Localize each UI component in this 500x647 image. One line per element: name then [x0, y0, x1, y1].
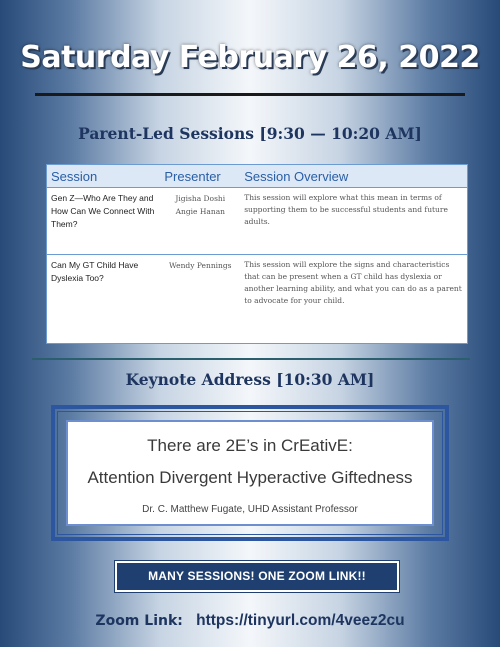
column-header-session: Session [47, 165, 160, 188]
session-overview: This session will explore the signs and characteristics that can be present when a GT child has dyslexia or another learning ability, and what you can do as a parent to advocate for your child. [244, 260, 462, 305]
zoom-link-label: Zoom Link: [95, 613, 183, 629]
zoom-link-row [0, 611, 500, 630]
sessions-table-container [46, 164, 468, 344]
sessions-table [47, 165, 467, 343]
session-title: Can My GT Child Have Dyslexia Too? [51, 260, 139, 283]
event-date-title: Saturday February 26, 2022 [20, 40, 480, 75]
presenter-cell [160, 188, 240, 255]
column-header-presenter: Presenter [160, 165, 240, 188]
table-row [47, 188, 467, 255]
section-divider [32, 358, 470, 360]
presenter-name: Wendy Pennings [169, 261, 232, 270]
table-row [47, 255, 467, 344]
keynote-speaker: Dr. C. Matthew Fugate, UHD Assistant Professor [142, 504, 358, 515]
session-overview: This session will explore what this mean in terms of supporting them to be successful students and future adults. [240, 188, 467, 255]
zoom-link-url[interactable]: https://tinyurl.com/4veez2cu [196, 612, 405, 629]
table-header-row [47, 165, 467, 188]
presenter-name: Jigisha Doshi [175, 194, 226, 203]
column-header-overview: Session Overview [240, 165, 467, 188]
keynote-title-line2: Attention Divergent Hyperactive Giftedness [87, 468, 413, 487]
parent-sessions-heading: Parent-Led Sessions [9:30 — 10:20 AM] [78, 124, 422, 143]
presenter-cell [160, 255, 240, 344]
presenter-name: Angie Hanan [175, 207, 225, 216]
keynote-box [66, 420, 434, 526]
zoom-banner: MANY SESSIONS! ONE ZOOM LINK!! [115, 561, 399, 592]
keynote-heading: Keynote Address [10:30 AM] [125, 370, 375, 389]
session-title: Gen Z—Who Are They and How Can We Connect With Them? [47, 188, 160, 255]
title-underline [35, 93, 465, 96]
keynote-title-line1: There are 2E’s in CrEativE: [147, 436, 353, 455]
